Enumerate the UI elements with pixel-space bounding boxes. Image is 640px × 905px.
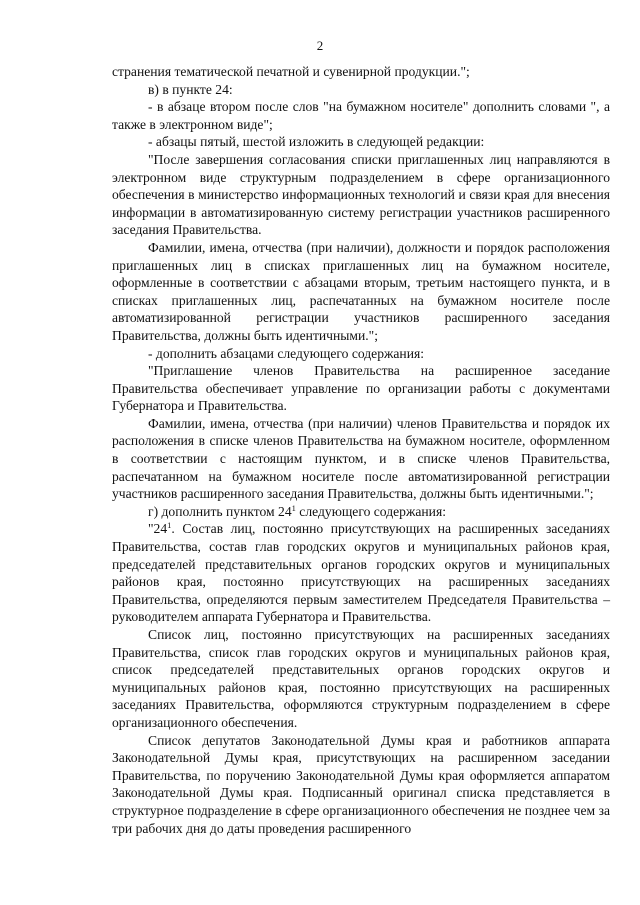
document-body	[112, 63, 610, 837]
paragraph-text-after: следующего содержания:	[295, 503, 446, 519]
paragraph: в) в пункте 24:	[148, 81, 233, 97]
paragraph-text: г) дополнить пунктом 24	[148, 503, 292, 519]
paragraph: странения тематической печатной и сувенирной продукции.";	[112, 64, 470, 79]
paragraph: "После завершения согласования списки приглашенных лиц направляются в электронном виде структурным подразделением в сфере организационного обеспечения в министерство информационных технологий и связи края для внесения информации в автоматизированную систему регистрации участников расширенного заседания Правительства.	[112, 151, 610, 238]
page-number: 2	[316, 38, 324, 53]
paragraph: Фамилии, имена, отчества (при наличии) членов Правительства и порядок их расположения в списке членов Правительства на бумажном носителе, оформленном в соответствии с настоящим пунктом, и в списке членов Правительства, распечатанном на бумажном носителе после автоматизированной регистрации участников расширенного заседания Правительства, должны быть идентичными.";	[112, 415, 610, 502]
paragraph: - дополнить абзацами следующего содержания:	[148, 345, 425, 361]
superscript: 1	[167, 520, 172, 531]
paragraph-with-superscript	[112, 503, 610, 521]
superscript: 1	[291, 502, 296, 513]
paragraph-text-after: . Состав лиц, постоянно присутствующих на расширенных заседаниях Правительства, состав глав городских округов и муниципальных районов края, председателей представительных органов городских округов и муниципальных районов края, постоянно присутствующих на расширенных заседаниях Правительства, определяются первым заместителем Председателя Правительства – руководителем аппарата Губернатора и Правительства.	[112, 521, 610, 625]
paragraph: "Приглашение членов Правительства на расширенное заседание Правительства обеспечивает управление по организации работы с документами Губернатора и Правительства.	[112, 363, 610, 414]
paragraph-with-superscript	[112, 520, 610, 626]
paragraph: - в абзаце втором после слов "на бумажном носителе" дополнить словами ", а также в электронном виде";	[112, 99, 610, 132]
paragraph: Фамилии, имена, отчества (при наличии), должности и порядок расположения приглашенных лиц в списках приглашенных лиц на бумажном носителе, оформленные в соответствии с абзацами вторым, третьим настоящего пункта, и в списках приглашенных лиц, распечатанных на бумажном носителе после автоматизированной регистрации участников расширенного заседания Правительства, должны быть идентичными.";	[112, 239, 610, 343]
paragraph: Список депутатов Законодательной Думы края и работников аппарата Законодательной Думы края, присутствующих на расширенном заседании Правительства, по поручению Законодательной Думы края оформляется аппаратом Законодательной Думы края. Подписанный оригинал списка представляется в структурное подразделение в сфере организационного обеспечения не позднее чем за три рабочих дня до даты проведения расширенного	[112, 732, 610, 836]
paragraph-text: "24	[148, 521, 168, 537]
paragraph: - абзацы пятый, шестой изложить в следующей редакции:	[148, 134, 485, 150]
paragraph: Список лиц, постоянно присутствующих на расширенных заседаниях Правительства, список глав городских округов и муниципальных районов края, список председателей представительных органов городских округов и муниципальных районов края, постоянно присутствующих на расширенных заседаниях Правительства, оформляются структурным подразделением в сфере организационного обеспечения.	[112, 627, 610, 730]
